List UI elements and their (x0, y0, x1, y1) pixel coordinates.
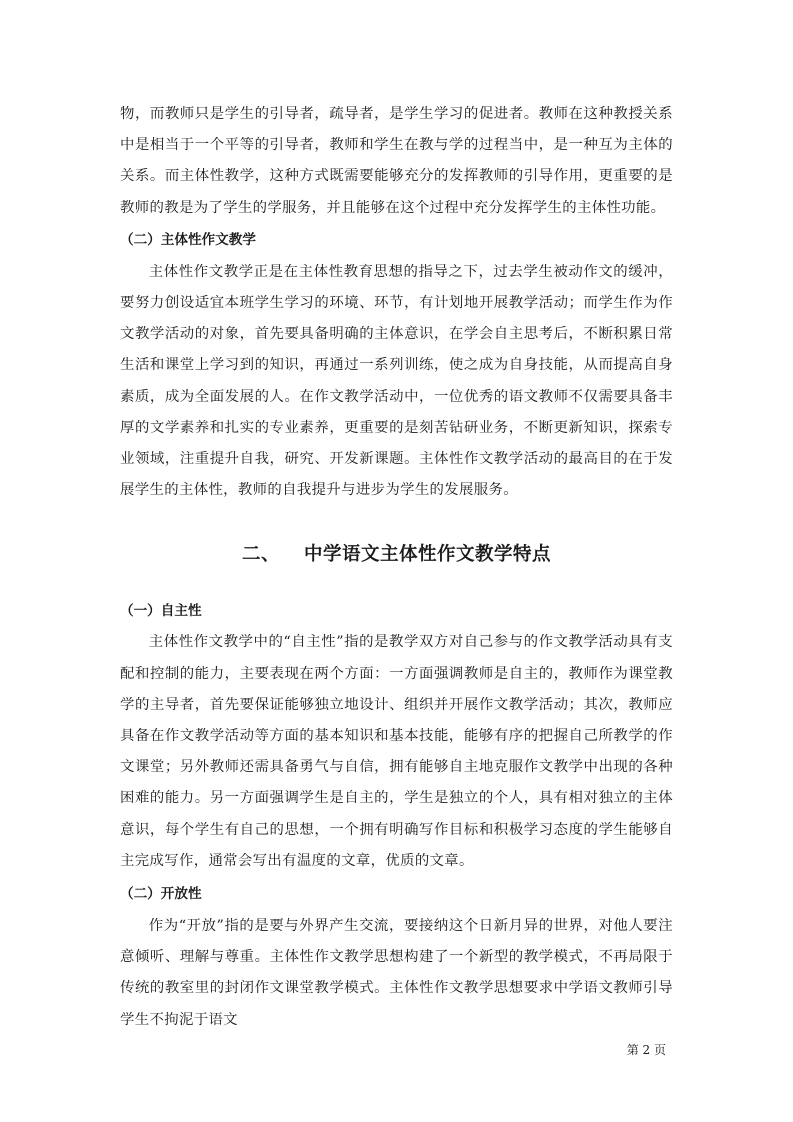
body-paragraph: 主体性作文教学中的“自主性”指的是教学双方对自己参与的作文教学活动具有支配和控制的能力，主要表现在两个方面：一方面强调教师是自主的，教师作为课堂教学的主导者，首先要保证能够独立地设计、组织并开展作文教学活动；其次，教师应具备在作文教学活动等方面的基本知识和基本技能，能够有序的把握自己所教学的作文课堂；另外教师还需具备勇气与自信，拥有能够自主地克服作文教学中出现的各种困难的能力。另一方面强调学生是自主的，学生是独立的个人，具有相对独立的主体意识，每个学生有自己的思想，一个拥有明确写作目标和积极学习态度的学生能够自主完成写作，通常会写出有温度的文章，优质的文章。 (120, 634, 673, 869)
section-subheading: （二）开放性 (120, 886, 202, 903)
section-subheading: （一）自主性 (120, 603, 202, 620)
section-number: 二、 (241, 544, 280, 566)
page-content (120, 99, 673, 1036)
page-number: 第 2 页 (626, 1043, 666, 1057)
body-paragraph: 主体性作文教学正是在主体性教育思想的指导之下，过去学生被动作文的缓冲，要努力创设适宜本班学生学习的环境、环节，有计划地开展教学活动；而学生作为作文教学活动的对象，首先要具备明确的主体意识，在学会自主思考后，不断积累日常生活和课堂上学习到的知识，再通过一系列训练，使之成为自身技能，从而提高自身素质，成为全面发展的人。在作文教学活动中，一位优秀的语文教师不仅需要具备丰厚的文学素养和扎实的专业素养，更重要的是刻苦钻研业务，不断更新知识，探索专业领域，注重提升自我，研究、开发新课题。主体性作文教学活动的最高目的在于发展学生的主体性，教师的自我提升与进步为学生的发展服务。 (120, 263, 673, 499)
section-subheading: （二）主体性作文教学 (120, 231, 256, 248)
section-title: 中学语文主体性作文教学特点 (304, 544, 552, 566)
body-paragraph: 作为“开放”指的是要与外界产生交流，要接纳这个日新月异的世界，对他人要注意倾听、理解与尊重。主体性作文教学思想构建了一个新型的教学模式，不再局限于传统的教室里的封闭作文课堂教学模式。主体性作文教学思想要求中学语文教师引导学生不拘泥于语文 (120, 918, 673, 1028)
section-heading (120, 542, 673, 568)
body-paragraph: 物，而教师只是学生的引导者，疏导者，是学生学习的促进者。教师在这种教授关系中是相当于一个平等的引导者，教师和学生在教与学的过程当中，是一种互为主体的关系。而主体性教学，这种方式既需要能够充分的发挥教师的引导作用，更重要的是教师的教是为了学生的学服务，并且能够在这个过程中充分发挥学生的主体性功能。 (120, 106, 673, 216)
